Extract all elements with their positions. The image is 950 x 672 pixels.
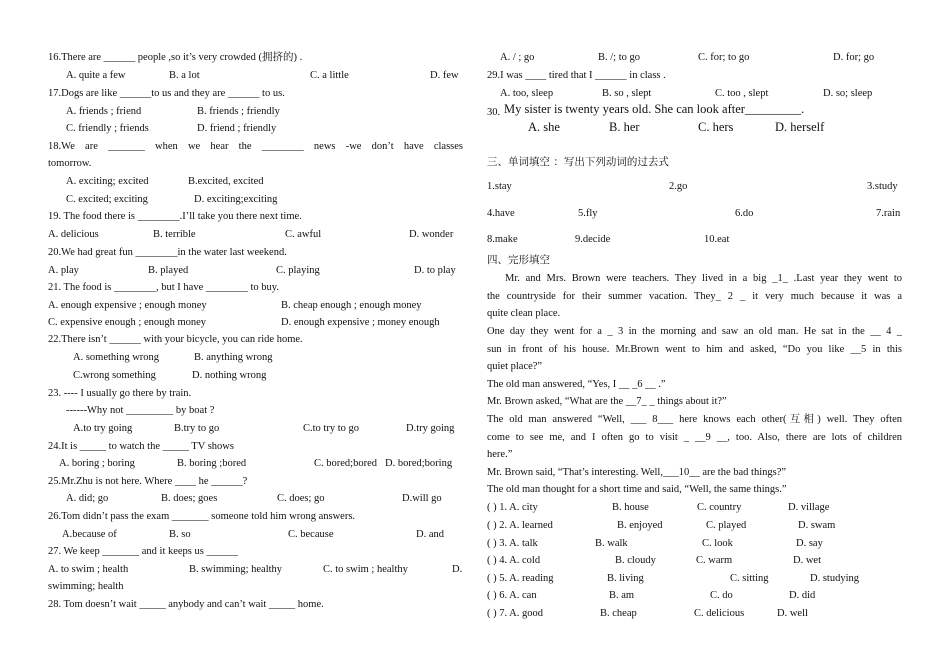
q30-option-c: C. hers — [698, 120, 734, 134]
q23-stem-reply: ------Why not _________ by boat ? — [66, 405, 215, 416]
q30-stem: My sister is twenty years old. She can look after_________. — [504, 102, 805, 116]
q20-option-a: A. play — [48, 265, 79, 276]
cloze-option-c: C. look — [702, 538, 733, 549]
verb-item: 2.go — [669, 181, 688, 192]
cloze-option-b: B. cloudy — [615, 555, 656, 566]
q21-option-b: B. cheap enough ; enough money — [281, 300, 422, 311]
q20-option-c: C. playing — [276, 265, 320, 276]
cloze-option-a: ( ) 6. A. can — [487, 590, 537, 601]
q27-option-d-cont: swimming; health — [48, 581, 124, 592]
passage-line: quite clean place. — [487, 308, 561, 319]
q25-option-c: C. does; go — [277, 493, 325, 504]
cloze-option-b: B. living — [607, 573, 644, 584]
q18-option-d: D. exciting;exciting — [194, 194, 278, 205]
section-4-title: 四、完形填空 — [487, 254, 550, 266]
q24-option-a: A. boring ; boring — [59, 458, 135, 469]
q27-option-b: B. swimming; healthy — [189, 564, 283, 575]
q23-stem: 23. ---- I usually go there by train. — [48, 388, 192, 399]
q28-option-b: B. /; to go — [598, 52, 641, 63]
verb-item: 3.study — [867, 181, 898, 192]
verb-item: 4.have — [487, 208, 515, 219]
q25-option-a: A. did; go — [66, 493, 109, 504]
cloze-option-c: C. country — [697, 502, 742, 513]
cloze-option-d: D. village — [788, 502, 830, 513]
q29-option-a: A. too, sleep — [500, 88, 554, 99]
cloze-option-d: D. wet — [793, 555, 821, 566]
q24-option-d: D. bored;boring — [385, 458, 453, 469]
q30-option-a: A. she — [528, 120, 560, 134]
q19-option-b: B. terrible — [153, 229, 196, 240]
q18-option-c: C. excited; exciting — [66, 194, 148, 205]
cloze-option-d: D. swam — [798, 520, 836, 531]
cloze-option-a: ( ) 7. A. good — [487, 608, 543, 619]
q16-option-a: A. quite a few — [66, 70, 126, 81]
q27-stem: 27. We keep _______ and it keeps us ______ — [48, 546, 238, 557]
q17-option-b: B. friends ; friendly — [197, 106, 280, 117]
cloze-option-d: D. did — [789, 590, 816, 601]
q20-option-d: D. to play — [414, 265, 456, 276]
q21-option-d: D. enough expensive ; money enough — [281, 317, 440, 328]
q18-stem-cont: tomorrow. — [48, 158, 92, 169]
passage-line: here.” — [487, 449, 513, 460]
q25-option-d: D.will go — [402, 493, 442, 504]
q17-option-d: D. friend ; friendly — [197, 123, 277, 134]
passage-line: Mr. Brown asked, “What are the __7_ _ things about it?” — [487, 396, 727, 407]
passage-line: come to see me, and I often go to visit _ __9 __, too. Also, there are lots of children — [487, 432, 902, 443]
q28-option-a: A. / ; go — [500, 52, 535, 63]
cloze-option-d: D. well — [777, 608, 808, 619]
q17-option-c: C. friendly ; friends — [66, 123, 149, 134]
q21-option-a: A. enough expensive ; enough money — [48, 300, 207, 311]
verb-item: 6.do — [735, 208, 754, 219]
q24-option-c: C. bored;bored — [314, 458, 377, 469]
q19-option-d: D. wonder — [409, 229, 454, 240]
cloze-option-b: B. walk — [595, 538, 628, 549]
cloze-option-d: D. say — [796, 538, 823, 549]
q27-option-d: D. — [452, 564, 463, 575]
q22-option-a: A. something wrong — [73, 352, 160, 363]
passage-line: One day they went for a _ 3 in the morning and saw an old man. He sat in the __ 4 _ — [487, 326, 902, 337]
passage-line: The old man answered “Well, ___ 8___ here knows each other(互相) well. They often — [487, 414, 902, 425]
verb-item: 9.decide — [575, 234, 611, 245]
section-3-title: 三、单词填空 ：写出下列动词的过去式 — [487, 156, 669, 168]
q19-option-c: C. awful — [285, 229, 322, 240]
cloze-option-c: C. delicious — [694, 608, 745, 619]
cloze-option-b: B. house — [612, 502, 649, 513]
q19-option-a: A. delicious — [48, 229, 99, 240]
q17-option-a: A. friends ; friend — [66, 106, 142, 117]
q18-stem: 18.We are _______ when we hear the ________ news -we don’t have classes — [48, 141, 463, 152]
cloze-option-b: B. enjoyed — [617, 520, 663, 531]
verb-item: 5.fly — [578, 208, 598, 219]
cloze-option-c: C. played — [706, 520, 747, 531]
q30-option-b: B. her — [609, 120, 640, 134]
verb-item: 10.eat — [704, 234, 730, 245]
passage-line: Mr. Brown said, “That’s interesting. Well,___10__ are the bad things?” — [487, 467, 787, 478]
q22-option-b: B. anything wrong — [194, 352, 273, 363]
q25-option-b: B. does; goes — [161, 493, 218, 504]
passage-line: sun in front of his house. Mr.Brown went to him and asked, “Do you like __5 in this — [487, 344, 902, 355]
q28-stem: 28. Tom doesn’t wait _____ anybody and can’t wait _____ home. — [48, 599, 324, 610]
q17-stem: 17.Dogs are like ______to us and they are ______ to us. — [48, 88, 285, 99]
q24-stem: 24.It is _____ to watch the _____ TV shows — [48, 441, 234, 452]
q26-option-a: A.because of — [62, 529, 117, 540]
q16-option-c: C. a little — [310, 70, 349, 81]
q18-option-b: B.excited, excited — [188, 176, 264, 187]
q22-option-d: D. nothing wrong — [192, 370, 267, 381]
q29-stem: 29.I was ____ tired that I ______ in class . — [487, 70, 666, 81]
passage-line: the countryside for their summer vacation. They_ 2 _ it very much because it was a — [487, 291, 902, 302]
q22-option-c: C.wrong something — [73, 370, 156, 381]
verb-item: 1.stay — [487, 181, 512, 192]
q22-stem: 22.There isn’t ______ with your bicycle, you can ride home. — [48, 334, 303, 345]
q16-option-d: D. few — [430, 70, 459, 81]
q28-option-d: D. for; go — [833, 52, 875, 63]
cloze-option-b: B. am — [609, 590, 635, 601]
q16-stem: 16.There are ______ people ,so it’s very crowded (拥挤的) . — [48, 52, 303, 63]
q29-option-c: C. too , slept — [715, 88, 769, 99]
passage-line: The old man thought for a short time and said, “Well, the same things.” — [487, 484, 787, 495]
q26-option-c: C. because — [288, 529, 334, 540]
q29-option-b: B. so , slept — [602, 88, 652, 99]
q21-option-c: C. expensive enough ; enough money — [48, 317, 207, 328]
cloze-option-c: C. sitting — [730, 573, 769, 584]
passage-line: quiet place?” — [487, 361, 543, 372]
q24-option-b: B. boring ;bored — [177, 458, 247, 469]
q26-option-b: B. so — [169, 529, 191, 540]
cloze-option-a: ( ) 2. A. learned — [487, 520, 553, 531]
q30-option-d: D. herself — [775, 120, 825, 134]
q23-option-a: A.to try going — [73, 423, 133, 434]
q20-stem: 20.We had great fun ________in the water last weekend. — [48, 247, 287, 258]
q27-option-c: C. to swim ; healthy — [323, 564, 408, 575]
q23-option-b: B.try to go — [174, 423, 220, 434]
cloze-option-a: ( ) 1. A. city — [487, 502, 538, 513]
cloze-option-a: ( ) 5. A. reading — [487, 573, 554, 584]
cloze-option-b: B. cheap — [600, 608, 637, 619]
verb-item: 8.make — [487, 234, 518, 245]
verb-item: 7.rain — [876, 208, 901, 219]
q27-option-a: A. to swim ; health — [48, 564, 129, 575]
q19-stem: 19. The food there is ________.I’ll take you there next time. — [48, 211, 302, 222]
q28-option-c: C. for; to go — [698, 52, 750, 63]
cloze-option-a: ( ) 4. A. cold — [487, 555, 541, 566]
cloze-option-a: ( ) 3. A. talk — [487, 538, 538, 549]
passage-line: The old man answered, “Yes, I __ _6 __ .” — [487, 379, 666, 390]
cloze-option-d: D. studying — [810, 573, 860, 584]
passage-line: Mr. and Mrs. Brown were teachers. They lived in a big _1_ .Last year they went to — [505, 273, 902, 284]
q30-number: 30. — [487, 107, 501, 118]
q20-option-b: B. played — [148, 265, 189, 276]
q21-stem: 21. The food is ________, but I have ________ to buy. — [48, 282, 279, 293]
q16-option-b: B. a lot — [169, 70, 200, 81]
q23-option-d: D.try going — [406, 423, 455, 434]
q26-option-d: D. and — [416, 529, 444, 540]
cloze-option-c: C. do — [710, 590, 733, 601]
q18-option-a: A. exciting; excited — [66, 176, 149, 187]
cloze-option-c: C. warm — [696, 555, 733, 566]
q23-option-c: C.to try to go — [303, 423, 360, 434]
q29-option-d: D. so; sleep — [823, 88, 873, 99]
q25-stem: 25.Mr.Zhu is not here. Where ____ he ______? — [48, 476, 248, 487]
q26-stem: 26.Tom didn’t pass the exam _______ someone told him wrong answers. — [48, 511, 356, 522]
